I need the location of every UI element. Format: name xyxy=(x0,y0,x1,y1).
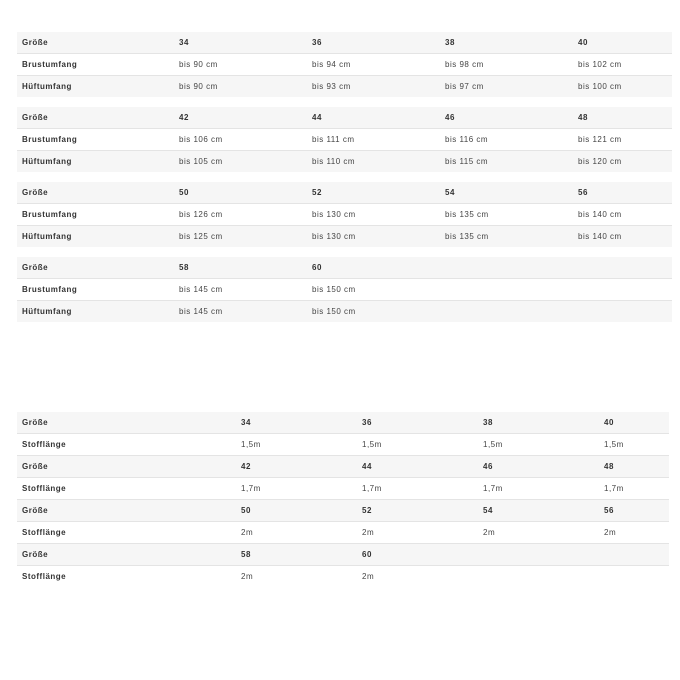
chest-value: bis 130 cm xyxy=(307,204,440,226)
chest-label: Brustumfang xyxy=(17,204,174,226)
size-value: 46 xyxy=(478,456,599,478)
hip-value: bis 93 cm xyxy=(307,76,440,98)
fabric-length-value: 1,5m xyxy=(599,434,669,456)
chest-row xyxy=(17,54,672,76)
hip-label: Hüftumfang xyxy=(17,76,174,98)
chest-value: bis 121 cm xyxy=(573,129,672,151)
fabric-length-value: 1,7m xyxy=(478,478,599,500)
size-value: 38 xyxy=(440,32,573,54)
hip-label: Hüftumfang xyxy=(17,151,174,173)
hip-value: bis 120 cm xyxy=(573,151,672,173)
body-measurements-table xyxy=(17,32,672,322)
chest-value: bis 116 cm xyxy=(440,129,573,151)
size-value: 60 xyxy=(357,544,478,566)
size-value: 60 xyxy=(307,257,440,279)
size-value: 46 xyxy=(440,107,573,129)
hip-value: bis 97 cm xyxy=(440,76,573,98)
size-value: 40 xyxy=(599,412,669,434)
hip-value: bis 100 cm xyxy=(573,76,672,98)
hip-value: bis 90 cm xyxy=(174,76,307,98)
size-row xyxy=(17,182,672,204)
chest-label: Brustumfang xyxy=(17,129,174,151)
fabric-length-value: 1,7m xyxy=(236,478,357,500)
group-spacer xyxy=(17,97,672,107)
size-row xyxy=(17,456,669,478)
size-value: 38 xyxy=(478,412,599,434)
size-value: 56 xyxy=(599,500,669,522)
size-value xyxy=(573,257,672,279)
fabric-length-value: 2m xyxy=(478,522,599,544)
size-label: Größe xyxy=(17,544,236,566)
size-row xyxy=(17,107,672,129)
fabric-length-value: 2m xyxy=(599,522,669,544)
hip-label: Hüftumfang xyxy=(17,301,174,323)
fabric-length-label: Stofflänge xyxy=(17,522,236,544)
size-label: Größe xyxy=(17,32,174,54)
size-value: 58 xyxy=(174,257,307,279)
size-value xyxy=(440,257,573,279)
fabric-length-value xyxy=(478,566,599,588)
fabric-length-label: Stofflänge xyxy=(17,478,236,500)
chest-value: bis 90 cm xyxy=(174,54,307,76)
size-label: Größe xyxy=(17,500,236,522)
hip-value: bis 150 cm xyxy=(307,301,440,323)
fabric-length-label: Stofflänge xyxy=(17,434,236,456)
fabric-length-label: Stofflänge xyxy=(17,566,236,588)
hip-row xyxy=(17,76,672,98)
hip-label: Hüftumfang xyxy=(17,226,174,248)
size-value: 58 xyxy=(236,544,357,566)
fabric-length-value: 1,5m xyxy=(236,434,357,456)
fabric-length-value: 2m xyxy=(357,566,478,588)
size-row xyxy=(17,32,672,54)
size-label: Größe xyxy=(17,182,174,204)
chest-value: bis 102 cm xyxy=(573,54,672,76)
fabric-length-row xyxy=(17,566,669,588)
hip-row xyxy=(17,301,672,323)
size-value: 54 xyxy=(478,500,599,522)
hip-value: bis 115 cm xyxy=(440,151,573,173)
fabric-length-row xyxy=(17,434,669,456)
fabric-length-value: 2m xyxy=(236,522,357,544)
chest-value: bis 111 cm xyxy=(307,129,440,151)
group-spacer xyxy=(17,247,672,257)
chest-row xyxy=(17,279,672,301)
size-value: 40 xyxy=(573,32,672,54)
chest-row xyxy=(17,204,672,226)
size-value: 42 xyxy=(174,107,307,129)
chest-row xyxy=(17,129,672,151)
size-value: 42 xyxy=(236,456,357,478)
fabric-length-value: 1,7m xyxy=(599,478,669,500)
size-label: Größe xyxy=(17,257,174,279)
fabric-length-value: 1,5m xyxy=(478,434,599,456)
chest-value: bis 150 cm xyxy=(307,279,440,301)
size-value: 50 xyxy=(236,500,357,522)
fabric-length-value: 1,5m xyxy=(357,434,478,456)
chest-value: bis 94 cm xyxy=(307,54,440,76)
size-value: 54 xyxy=(440,182,573,204)
size-value: 36 xyxy=(307,32,440,54)
chest-label: Brustumfang xyxy=(17,54,174,76)
size-value: 44 xyxy=(357,456,478,478)
hip-value: bis 105 cm xyxy=(174,151,307,173)
size-label: Größe xyxy=(17,456,236,478)
fabric-length-value: 2m xyxy=(236,566,357,588)
size-value: 44 xyxy=(307,107,440,129)
hip-value: bis 110 cm xyxy=(307,151,440,173)
hip-value xyxy=(573,301,672,323)
size-label: Größe xyxy=(17,412,236,434)
size-value: 50 xyxy=(174,182,307,204)
chest-value: bis 98 cm xyxy=(440,54,573,76)
hip-value: bis 140 cm xyxy=(573,226,672,248)
fabric-length-value: 2m xyxy=(357,522,478,544)
size-row xyxy=(17,544,669,566)
hip-value xyxy=(440,301,573,323)
size-value: 52 xyxy=(357,500,478,522)
size-value xyxy=(599,544,669,566)
size-label: Größe xyxy=(17,107,174,129)
chest-value: bis 135 cm xyxy=(440,204,573,226)
hip-value: bis 135 cm xyxy=(440,226,573,248)
size-row xyxy=(17,257,672,279)
size-row xyxy=(17,500,669,522)
size-value: 48 xyxy=(573,107,672,129)
fabric-length-row xyxy=(17,522,669,544)
chest-value: bis 106 cm xyxy=(174,129,307,151)
chest-value: bis 145 cm xyxy=(174,279,307,301)
group-spacer xyxy=(17,172,672,182)
fabric-length-row xyxy=(17,478,669,500)
hip-value: bis 130 cm xyxy=(307,226,440,248)
chest-label: Brustumfang xyxy=(17,279,174,301)
size-value xyxy=(478,544,599,566)
chest-value xyxy=(440,279,573,301)
fabric-length-table xyxy=(17,412,669,587)
hip-row xyxy=(17,151,672,173)
size-value: 52 xyxy=(307,182,440,204)
size-value: 56 xyxy=(573,182,672,204)
hip-row xyxy=(17,226,672,248)
size-value: 48 xyxy=(599,456,669,478)
size-value: 34 xyxy=(174,32,307,54)
chest-value: bis 126 cm xyxy=(174,204,307,226)
hip-value: bis 125 cm xyxy=(174,226,307,248)
hip-value: bis 145 cm xyxy=(174,301,307,323)
fabric-length-value xyxy=(599,566,669,588)
chest-value xyxy=(573,279,672,301)
chest-value: bis 140 cm xyxy=(573,204,672,226)
size-value: 34 xyxy=(236,412,357,434)
size-row xyxy=(17,412,669,434)
size-value: 36 xyxy=(357,412,478,434)
fabric-length-value: 1,7m xyxy=(357,478,478,500)
